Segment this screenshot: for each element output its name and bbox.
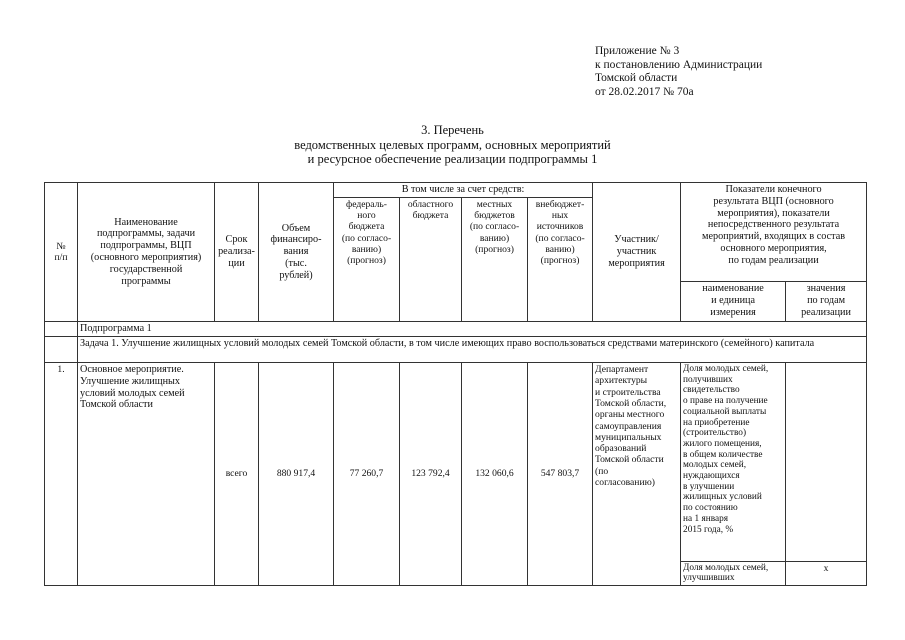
- row-indicator-name: Доля молодых семей, получивших свидетельство о праве на получение социальной выплаты на приобретение (строительство) жилого помещения, в общем количестве молодых семей, нуждающихся в улучшении жилищных условий по состоянию на 1 января 2015 года, %: [681, 363, 786, 561]
- program-table: [44, 182, 867, 586]
- row-regional: 123 792,4: [400, 363, 462, 586]
- header-local: местных бюджетов (по согласо- ванию) (прогноз): [462, 197, 528, 321]
- title-line: и ресурсное обеспечение реализации подпрограммы 1: [307, 152, 598, 167]
- header-indicator-values: значения по годам реализации: [786, 282, 867, 322]
- appendix-block: [595, 45, 762, 99]
- header-term: Срок реализа- ции: [215, 183, 259, 322]
- row-term: всего: [215, 363, 259, 586]
- task-row: Задача 1. Улучшение жилищных условий молодых семей Томской области, в том числе имеющих право воспользоваться средствами материнского (семейного) капитала: [78, 336, 867, 362]
- row-participant: Департамент архитектуры и строительства Томской области, органы местного самоуправления муниципальных образований Томской области (по согласованию): [593, 363, 681, 586]
- row-indicator-name: Доля молодых семей, улучшивших: [681, 561, 786, 586]
- header-num: № п/п: [45, 183, 78, 322]
- row-extra: 547 803,7: [528, 363, 593, 586]
- appendix-line: от 28.02.2017 № 70а: [595, 85, 694, 98]
- subprogram-num-cell: [45, 322, 78, 337]
- row-volume: 880 917,4: [259, 363, 334, 586]
- header-sources-group: В том числе за счет средств:: [334, 183, 593, 198]
- header-regional: областного бюджета: [400, 197, 462, 321]
- appendix-line: Томской области: [595, 72, 678, 85]
- header-federal: федераль- ного бюджета (по согласо- ванию) (прогноз): [334, 197, 400, 321]
- row-name: Основное мероприятие. Улучшение жилищных условий молодых семей Томской области: [78, 363, 215, 586]
- header-name: Наименование подпрограммы, задачи подпрограммы, ВЦП (основного мероприятия) государственной программы: [78, 183, 215, 322]
- appendix-line: к постановлению Администрации: [595, 58, 763, 71]
- header-extra: внебюджет- ных источников (по согласо- ванию) (прогноз): [528, 197, 593, 321]
- row-indicator-value: [786, 363, 867, 561]
- header-indicator-name: наименование и единица измерения: [681, 282, 786, 322]
- task-num-cell: [45, 336, 78, 362]
- header-indicators-group: Показатели конечного результата ВЦП (основного мероприятия), показатели непосредственного результата мероприятий, входящих в состав основного мероприятия, по годам реализации: [681, 183, 867, 282]
- document-title: [0, 123, 905, 167]
- row-local: 132 060,6: [462, 363, 528, 586]
- header-participant: Участник/ участник мероприятия: [593, 183, 681, 322]
- row-federal: 77 260,7: [334, 363, 400, 586]
- title-line: ведомственных целевых программ, основных мероприятий: [294, 137, 611, 152]
- subprogram-row: Подпрограмма 1: [78, 322, 867, 337]
- row-num: 1.: [45, 363, 78, 586]
- appendix-line: Приложение № 3: [595, 45, 680, 57]
- title-line: 3. Перечень: [421, 123, 484, 137]
- row-indicator-value: х: [786, 561, 867, 586]
- header-volume: Объем финансиро- вания (тыс. рублей): [259, 183, 334, 322]
